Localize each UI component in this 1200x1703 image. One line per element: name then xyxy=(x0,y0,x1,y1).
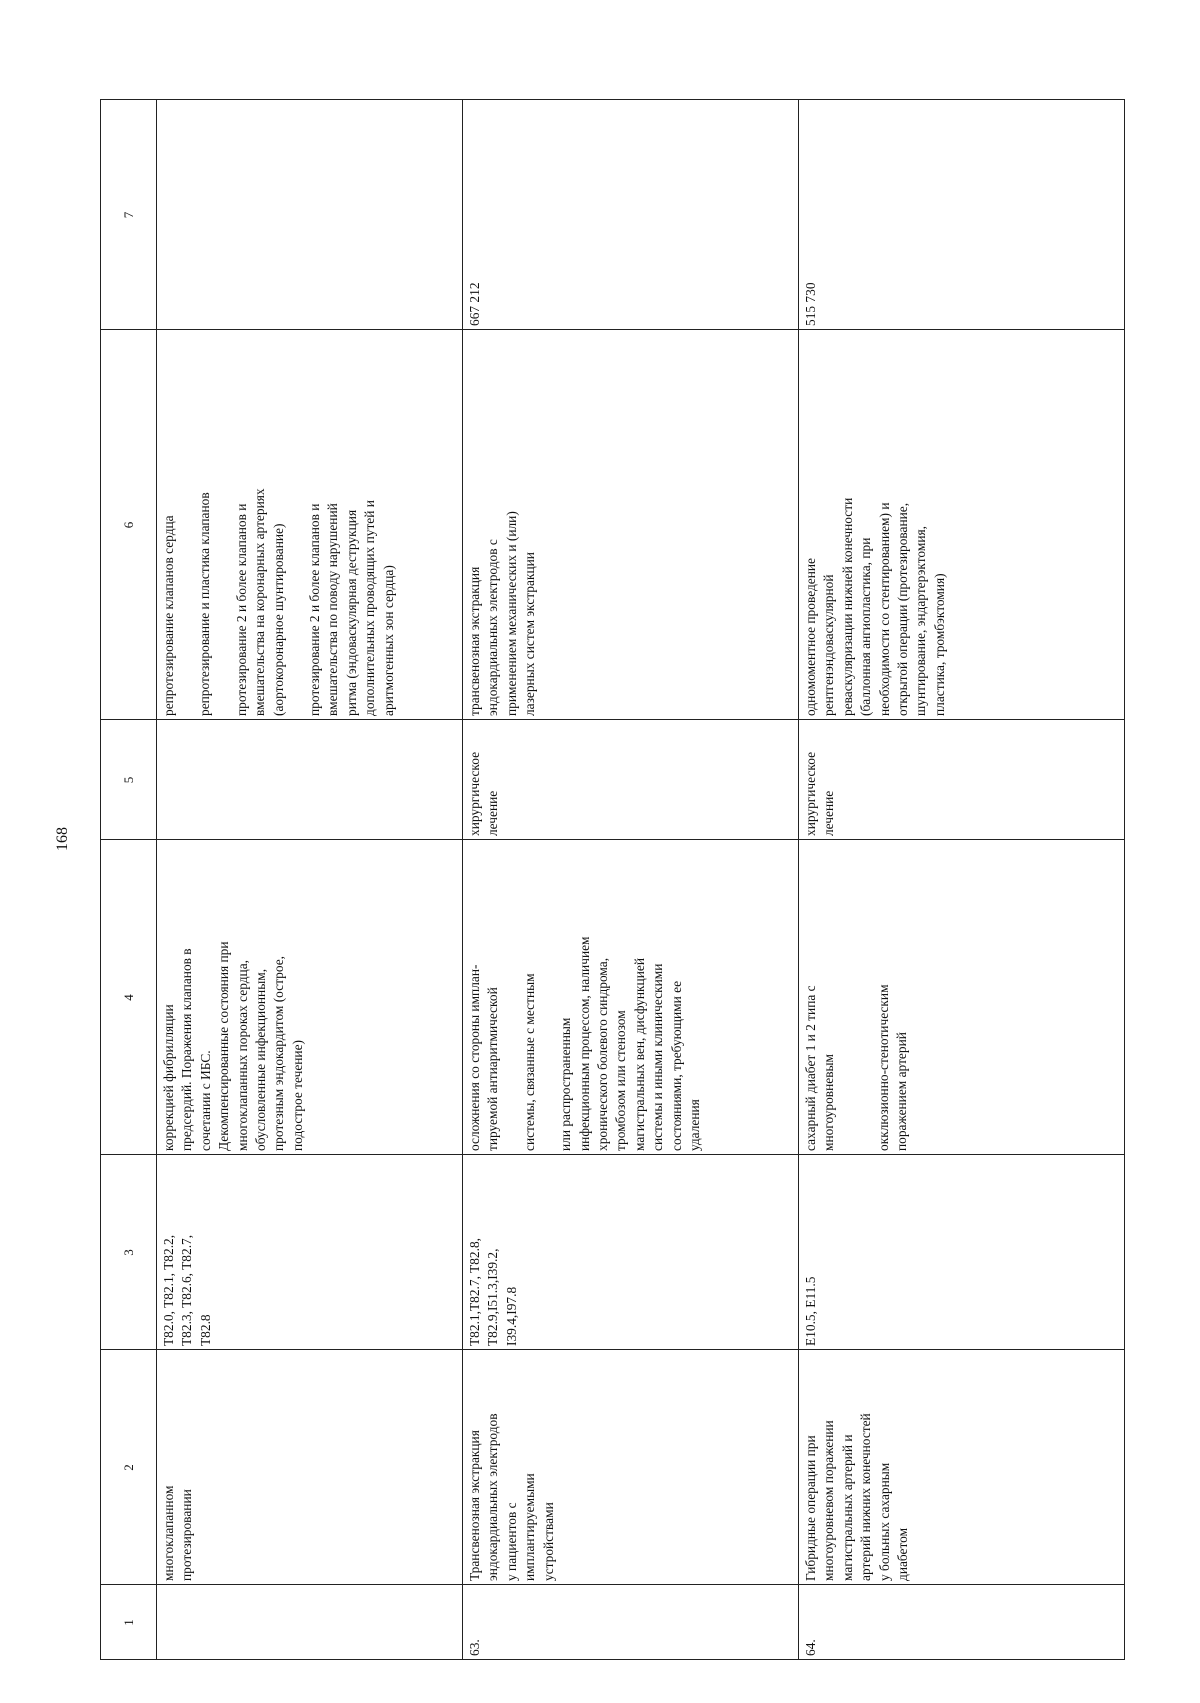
treatment-method-cell: одномоментное проведение рентгенэндоваскулярной реваскуляризации нижней конечности (баллонная ангиопластика, при необходимости со стентированием) и открытой операции (протезирование, шунтирование, эндартерэктомия, пластика, тромбэктомия) xyxy=(799,330,1125,720)
icd-codes-cell: T82.1,T82.7, T82.8, T82.9,I51.3,I39.2, I39.4,I97.8 xyxy=(463,1155,799,1350)
medical-services-table xyxy=(100,99,1125,1660)
patient-model-cell: осложнения со стороны имплан- тируемой антиаритмической системы, связанные с местным или распространенным инфекционным процессом, наличием хронического болевого синдрома, тромбозом или стенозом магистральных вен, дисфункцией системы и иными клиническими состояниями, требующими ее удаления xyxy=(463,840,799,1155)
treatment-type-cell: хирургическое лечение xyxy=(463,720,799,840)
column-header: 7 xyxy=(101,100,157,330)
service-name-cell: Трансвенозная экстракция эндокардиальных электродов у пациентов с имплантируемыми устройствами xyxy=(463,1350,799,1585)
cost-cell: 667 212 xyxy=(463,100,799,330)
cost-cell: 515 730 xyxy=(799,100,1125,330)
service-name-cell: многоклапанном протезировании xyxy=(157,1350,463,1585)
treatment-method-cell: трансвенозная экстракция эндокардиальных электродов с применением механических и (или) лазерных систем экстракции xyxy=(463,330,799,720)
column-header: 5 xyxy=(101,720,157,840)
table-row xyxy=(157,100,463,1660)
table-row xyxy=(463,100,799,1660)
cost-cell xyxy=(157,100,463,330)
treatment-type-cell xyxy=(157,720,463,840)
row-number-cell xyxy=(157,1585,463,1660)
icd-codes-cell: T82.0, T82.1, T82.2, T82.3, T82.6, T82.7, T82.8 xyxy=(157,1155,463,1350)
rotated-table-frame xyxy=(100,100,1100,1660)
column-header: 3 xyxy=(101,1155,157,1350)
patient-model-cell: коррекцией фибрилляции предсердий. Поражения клапанов в сочетании с ИБС. Декомпенсированные состояния при многоклапанных пороках сердца, обусловленные инфекционным, протезным эндокардитом (острое, подострое течение) xyxy=(157,840,463,1155)
column-header: 6 xyxy=(101,330,157,720)
icd-codes-cell: E10.5, E11.5 xyxy=(799,1155,1125,1350)
patient-model-cell: сахарный диабет 1 и 2 типа с многоуровневым окклюзионно-стенотическим поражением артерий xyxy=(799,840,1125,1155)
treatment-method-cell: репротезирование клапанов сердца репротезирование и пластика клапанов протезирование 2 и более клапанов и вмешательства на коронарных артериях (аортокоронарное шунтирование) протезирование 2 и более клапанов и вмешательства по поводу нарушений ритма (эндоваскулярная деструкция дополнительных проводящих путей и аритмогенных зон сердца) xyxy=(157,330,463,720)
page-number: 168 xyxy=(54,827,71,851)
service-name-cell: Гибридные операции при многоуровневом поражении магистральных артерий и артерий нижних конечностей у больных сахарным диабетом xyxy=(799,1350,1125,1585)
column-number-header xyxy=(101,100,157,1660)
row-number-cell: 64. xyxy=(799,1585,1125,1660)
column-header: 4 xyxy=(101,840,157,1155)
column-header: 2 xyxy=(101,1350,157,1585)
treatment-type-cell: хирургическое лечение xyxy=(799,720,1125,840)
column-header: 1 xyxy=(101,1585,157,1660)
row-number-cell: 63. xyxy=(463,1585,799,1660)
table-row xyxy=(799,100,1125,1660)
